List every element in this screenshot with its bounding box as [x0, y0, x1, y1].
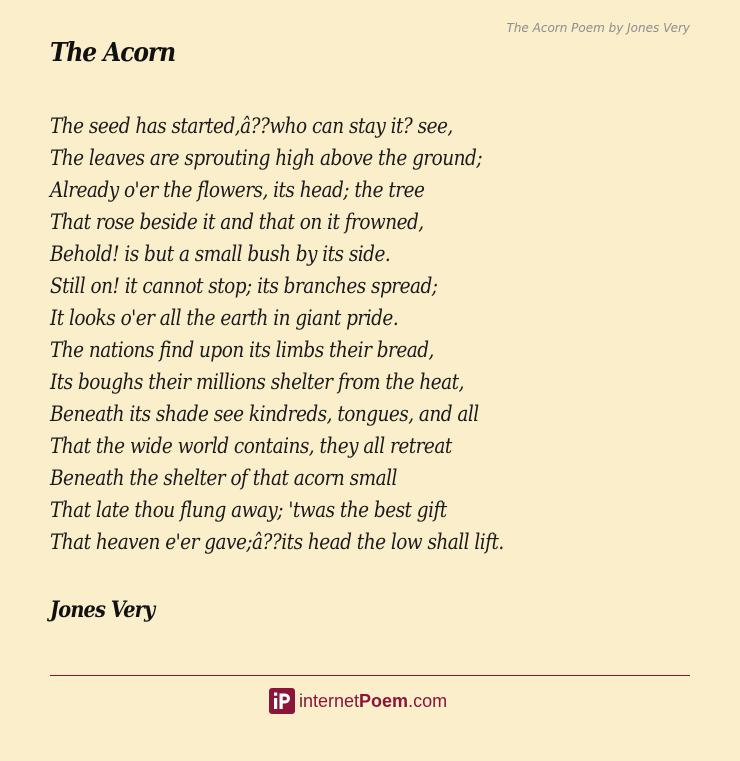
- poem-line: Behold! is but a small bush by its side.: [50, 242, 391, 266]
- poem-line: That heaven e'er gave;â??its head the low shall lift.: [50, 530, 504, 554]
- poem-line: The nations find upon its limbs their bread,: [50, 338, 434, 362]
- brand-suffix: .com: [408, 691, 448, 711]
- brand-name: [299, 687, 447, 715]
- poem-line: Still on! it cannot stop; its branches spread;: [50, 274, 438, 298]
- poem-title: The Acorn: [50, 38, 176, 68]
- poem-line: The seed has started,â??who can stay it? see,: [50, 114, 453, 138]
- internetpoem-logo-icon: [269, 688, 295, 714]
- poem-line: The leaves are sprouting high above the ground;: [50, 146, 483, 170]
- poem-line: That late thou flung away; 'twas the best gift: [50, 498, 447, 522]
- poem-body: [50, 110, 690, 558]
- brand-link[interactable]: [269, 687, 447, 715]
- poem-line: Beneath its shade see kindreds, tongues, and all: [50, 402, 479, 426]
- poem-author: Jones Very: [50, 597, 155, 623]
- page-caption: The Acorn Poem by Jones Very: [506, 21, 690, 35]
- poem-line: That rose beside it and that on it frowned,: [50, 210, 424, 234]
- brand-bold: Poem: [359, 691, 409, 711]
- brand-prefix: internet: [299, 691, 360, 711]
- footer-divider: [50, 675, 690, 676]
- poem-line: Its boughs their millions shelter from the heat,: [50, 370, 464, 394]
- poem-line: Beneath the shelter of that acorn small: [50, 466, 397, 490]
- poem-line: Already o'er the flowers, its head; the tree: [50, 178, 425, 202]
- poem-line: It looks o'er all the earth in giant pride.: [50, 306, 399, 330]
- poem-line: That the wide world contains, they all retreat: [50, 434, 452, 458]
